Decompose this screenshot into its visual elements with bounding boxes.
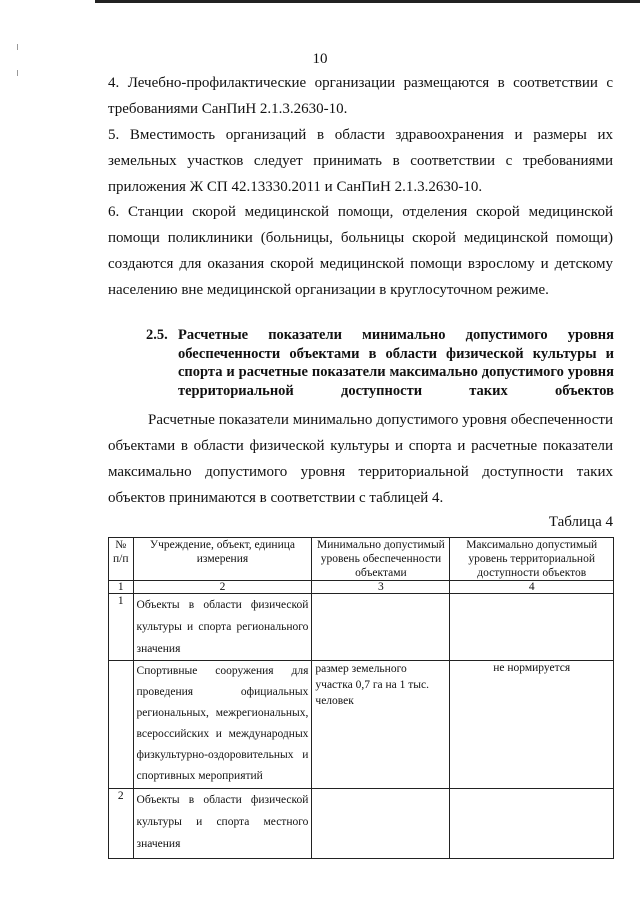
section-title: Расчетные показатели минимально допустимого уровня обеспеченности объектами в области физической культуры и спорта и расчетные показатели максимально допустимого уровня территориальной доступности таких объектов bbox=[178, 327, 614, 399]
margin-tick bbox=[17, 44, 18, 50]
row-number: 1 bbox=[109, 594, 134, 661]
page-number: 10 bbox=[312, 51, 328, 67]
column-number: 2 bbox=[133, 581, 312, 594]
row-min-value: размер земельного участка 0,7 га на 1 тыс. человек bbox=[312, 661, 450, 789]
header-cell: № п/п bbox=[109, 538, 134, 581]
section-number: 2.5. bbox=[146, 327, 168, 343]
table-caption: Таблица 4 bbox=[548, 514, 613, 530]
column-number: 1 bbox=[109, 581, 134, 594]
paragraph-6: 6. Станции скорой медицинской помощи, отделения скорой медицинской помощи поликлиники (больницы, больницы скорой медицинской помощи) создаются для оказания скорой медицинской помощи взрослому и детскому населению вне медицинской организации в круглосуточном режиме. bbox=[108, 204, 613, 298]
margin-tick bbox=[17, 70, 18, 76]
paragraph-5: 5. Вместимость организаций в области здравоохранения и размеры их земельных участков следует принимать в соответствии с требованиями приложения Ж СП 42.13330.2011 и СанПиН 2.1.3.2630-10. bbox=[108, 127, 613, 195]
row-min-value bbox=[312, 789, 450, 859]
section-heading bbox=[146, 326, 614, 400]
table-header-row bbox=[109, 538, 614, 581]
top-border-line bbox=[95, 0, 640, 3]
row-number bbox=[109, 661, 134, 789]
column-number: 4 bbox=[450, 581, 614, 594]
column-number: 3 bbox=[312, 581, 450, 594]
header-cell: Минимально допустимый уровень обеспеченности объектами bbox=[312, 538, 450, 581]
intro-paragraph: Расчетные показатели минимально допустимого уровня обеспеченности объектами в области физической культуры и спорта и расчетные показатели максимально допустимого уровня территориальной доступности таких объектов принимаются в соответствии с таблицей 4. bbox=[108, 412, 613, 506]
row-max-value: не нормируется bbox=[450, 661, 614, 789]
row-number: 2 bbox=[109, 789, 134, 859]
row-name: Спортивные сооружения для проведения официальных региональных, межрегиональных, всероссийских и международных физкультурно-оздоровительных и спортивных мероприятий bbox=[133, 661, 312, 789]
header-cell: Максимально допустимый уровень территориальной доступности объектов bbox=[450, 538, 614, 581]
standards-table bbox=[108, 537, 614, 859]
table-row bbox=[109, 789, 614, 859]
row-max-value bbox=[450, 789, 614, 859]
table-row bbox=[109, 661, 614, 789]
paragraph-4: 4. Лечебно-профилактические организации размещаются в соответствии с требованиями СанПиН 2.1.3.2630-10. bbox=[108, 75, 613, 117]
table-row bbox=[109, 594, 614, 661]
column-number-row bbox=[109, 581, 614, 594]
row-name: Объекты в области физической культуры и спорта регионального значения bbox=[133, 594, 312, 661]
header-cell: Учреждение, объект, единица измерения bbox=[133, 538, 312, 581]
row-name: Объекты в области физической культуры и спорта местного значения bbox=[133, 789, 312, 859]
row-min-value bbox=[312, 594, 450, 661]
row-max-value bbox=[450, 594, 614, 661]
